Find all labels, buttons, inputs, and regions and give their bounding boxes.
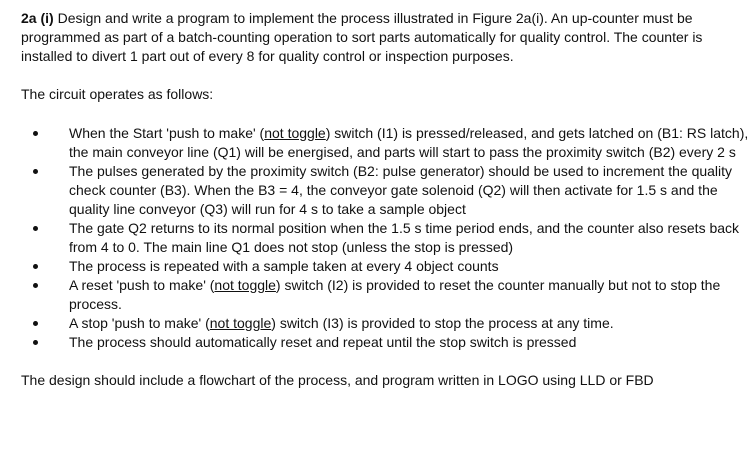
bullet-icon	[33, 264, 38, 269]
list-item: When the Start 'push to make' (not toggle) switch (I1) is pressed/released, and gets latched on (B1: RS latch), the main conveyor line (Q1) will be energised, and parts will start to pass the proximity switch (B2) every 2 s	[21, 124, 749, 162]
bullet-icon	[33, 321, 38, 326]
list-item: A stop 'push to make' (not toggle) switch (I3) is provided to stop the process at any time.	[21, 314, 749, 333]
question-number: 2a (i)	[21, 10, 54, 26]
closing-paragraph: The design should include a flowchart of the process, and program written in LOGO using LLD or FBD	[21, 372, 654, 388]
list-item: A reset 'push to make' (not toggle) switch (I2) is provided to reset the counter manually but not to stop the process.	[21, 276, 749, 314]
operation-steps-list	[21, 124, 749, 352]
bullet-icon	[33, 226, 38, 231]
intro-paragraph	[21, 9, 721, 66]
list-item: The process is repeated with a sample taken at every 4 object counts	[21, 257, 749, 276]
underlined-text: not toggle	[214, 277, 276, 293]
bullet-icon	[33, 131, 38, 136]
underlined-text: not toggle	[209, 315, 272, 331]
underlined-text: not toggle	[264, 125, 326, 141]
bullet-icon	[33, 283, 38, 288]
bullet-icon	[33, 340, 38, 345]
operates-label: The circuit operates as follows:	[21, 86, 214, 102]
list-item: The process should automatically reset and repeat until the stop switch is pressed	[21, 333, 749, 352]
bullet-icon	[33, 169, 38, 174]
list-item: The gate Q2 returns to its normal position when the 1.5 s time period ends, and the counter also resets back from 4 to 0. The main line Q1 does not stop (unless the stop is pressed)	[21, 219, 749, 257]
list-item: The pulses generated by the proximity switch (B2: pulse generator) should be used to increment the quality check counter (B3). When the B3 = 4, the conveyor gate solenoid (Q2) will then activate for 1.5 s and the quality line conveyor (Q3) will run for 4 s to take a sample object	[21, 162, 749, 219]
intro-text: Design and write a program to implement the process illustrated in Figure 2a(i). An up-counter must be programmed as part of a batch-counting operation to sort parts automatically for quality control. The counter is installed to divert 1 part out of every 8 for quality control or inspection purposes.	[21, 10, 703, 64]
